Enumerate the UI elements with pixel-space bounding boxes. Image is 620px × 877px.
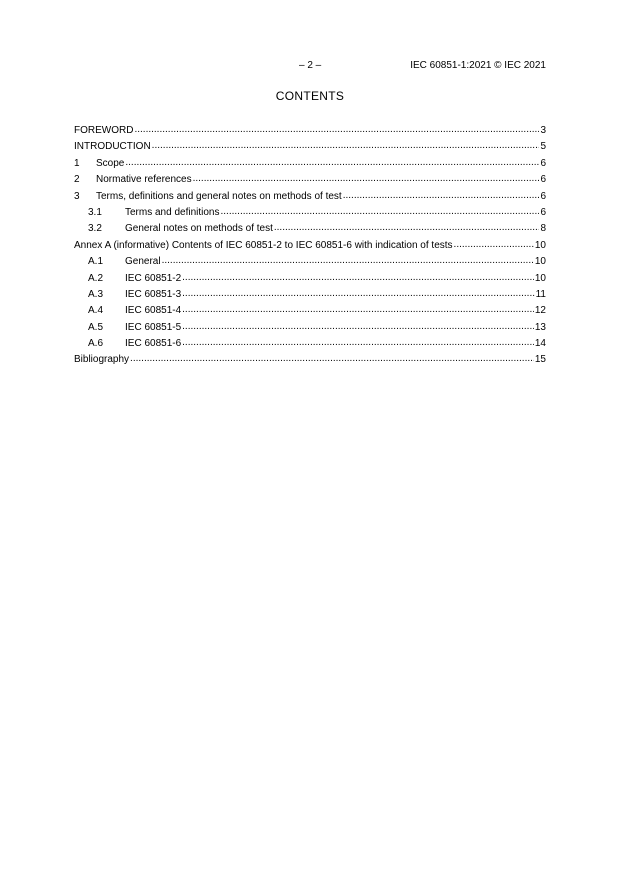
toc-dot-leader (221, 205, 540, 217)
toc-entry[interactable] (74, 140, 546, 156)
toc-entry-page: 10 (534, 272, 546, 284)
toc-entry[interactable] (74, 124, 546, 140)
toc-entry-page: 10 (534, 256, 546, 268)
toc-dot-leader (152, 139, 540, 151)
toc-entry-title: IEC 60851-6 (125, 338, 182, 350)
toc-entry[interactable] (74, 255, 546, 271)
toc-entry-number: A.6 (88, 338, 104, 350)
toc-entry-title: FOREWORD (74, 125, 134, 136)
toc-entry-title: IEC 60851-2 (125, 272, 182, 284)
toc-dot-leader (130, 352, 534, 364)
toc-dot-leader (182, 320, 534, 332)
toc-entry-number: A.2 (88, 272, 104, 284)
toc-entry-title: IEC 60851-5 (125, 321, 182, 333)
toc-entry-number: A.1 (88, 256, 104, 268)
page-number: – 2 – (299, 60, 322, 71)
toc-dot-leader (182, 336, 534, 348)
toc-entry-page: 3 (540, 125, 546, 136)
toc-dot-leader (193, 172, 540, 184)
toc-dot-leader (274, 221, 540, 233)
toc-entry-number: 3.1 (88, 206, 102, 218)
table-of-contents (74, 124, 546, 370)
toc-entry-title: Bibliography (74, 354, 130, 366)
toc-entry[interactable] (74, 239, 546, 255)
toc-entry-title: Terms and definitions (125, 206, 220, 218)
toc-entry-number: 3 (74, 190, 80, 202)
toc-entry[interactable] (74, 337, 546, 353)
toc-entry-page: 6 (540, 206, 546, 218)
toc-dot-leader (134, 123, 539, 135)
toc-entry-page: 13 (534, 321, 546, 333)
toc-entry-page: 15 (534, 354, 546, 366)
toc-entry-number: A.4 (88, 305, 104, 317)
toc-entry[interactable] (74, 173, 546, 189)
toc-entry-title: General (125, 256, 161, 268)
toc-entry[interactable] (74, 206, 546, 222)
toc-entry-title: IEC 60851-4 (125, 305, 182, 317)
toc-entry-number: A.5 (88, 321, 104, 333)
contents-title: CONTENTS (275, 89, 345, 103)
toc-entry-title: Normative references (96, 174, 192, 186)
toc-entry[interactable] (74, 304, 546, 320)
toc-entry[interactable] (74, 157, 546, 173)
toc-entry-page: 14 (534, 338, 546, 350)
toc-entry[interactable] (74, 272, 546, 288)
toc-entry-title: General notes on methods of test (125, 223, 273, 235)
toc-dot-leader (182, 271, 534, 283)
toc-entry-page: 12 (534, 305, 546, 317)
toc-dot-leader (182, 303, 534, 315)
toc-dot-leader (343, 189, 540, 201)
document-identifier: IEC 60851-1:2021 © IEC 2021 (410, 60, 546, 71)
toc-entry[interactable] (74, 190, 546, 206)
toc-entry[interactable] (74, 288, 546, 304)
toc-entry-page: 8 (540, 223, 546, 235)
toc-entry-title: Annex A (informative) Contents of IEC 60851-2 to IEC 60851-6 with indication of tests (74, 239, 453, 251)
page-header (74, 60, 546, 74)
toc-entry-page: 6 (540, 174, 546, 186)
toc-dot-leader (182, 287, 534, 299)
toc-entry-page: 6 (540, 157, 546, 169)
toc-entry-title: Scope (96, 157, 125, 169)
toc-entry[interactable] (74, 222, 546, 238)
toc-entry[interactable] (74, 353, 546, 369)
toc-dot-leader (162, 254, 534, 266)
toc-entry-title: IEC 60851-3 (125, 288, 182, 300)
toc-entry[interactable] (74, 321, 546, 337)
toc-entry-page: 5 (540, 141, 546, 153)
toc-entry-number: A.3 (88, 288, 104, 300)
toc-entry-title: INTRODUCTION (74, 141, 151, 153)
toc-dot-leader (454, 238, 534, 250)
toc-entry-number: 3.2 (88, 223, 102, 235)
toc-entry-page: 10 (534, 239, 546, 251)
toc-entry-number: 1 (74, 157, 80, 169)
toc-entry-page: 6 (540, 190, 546, 202)
toc-entry-number: 2 (74, 174, 80, 186)
toc-entry-page: 11 (535, 288, 546, 300)
toc-entry-title: Terms, definitions and general notes on methods of test (96, 190, 342, 202)
toc-dot-leader (125, 156, 539, 168)
